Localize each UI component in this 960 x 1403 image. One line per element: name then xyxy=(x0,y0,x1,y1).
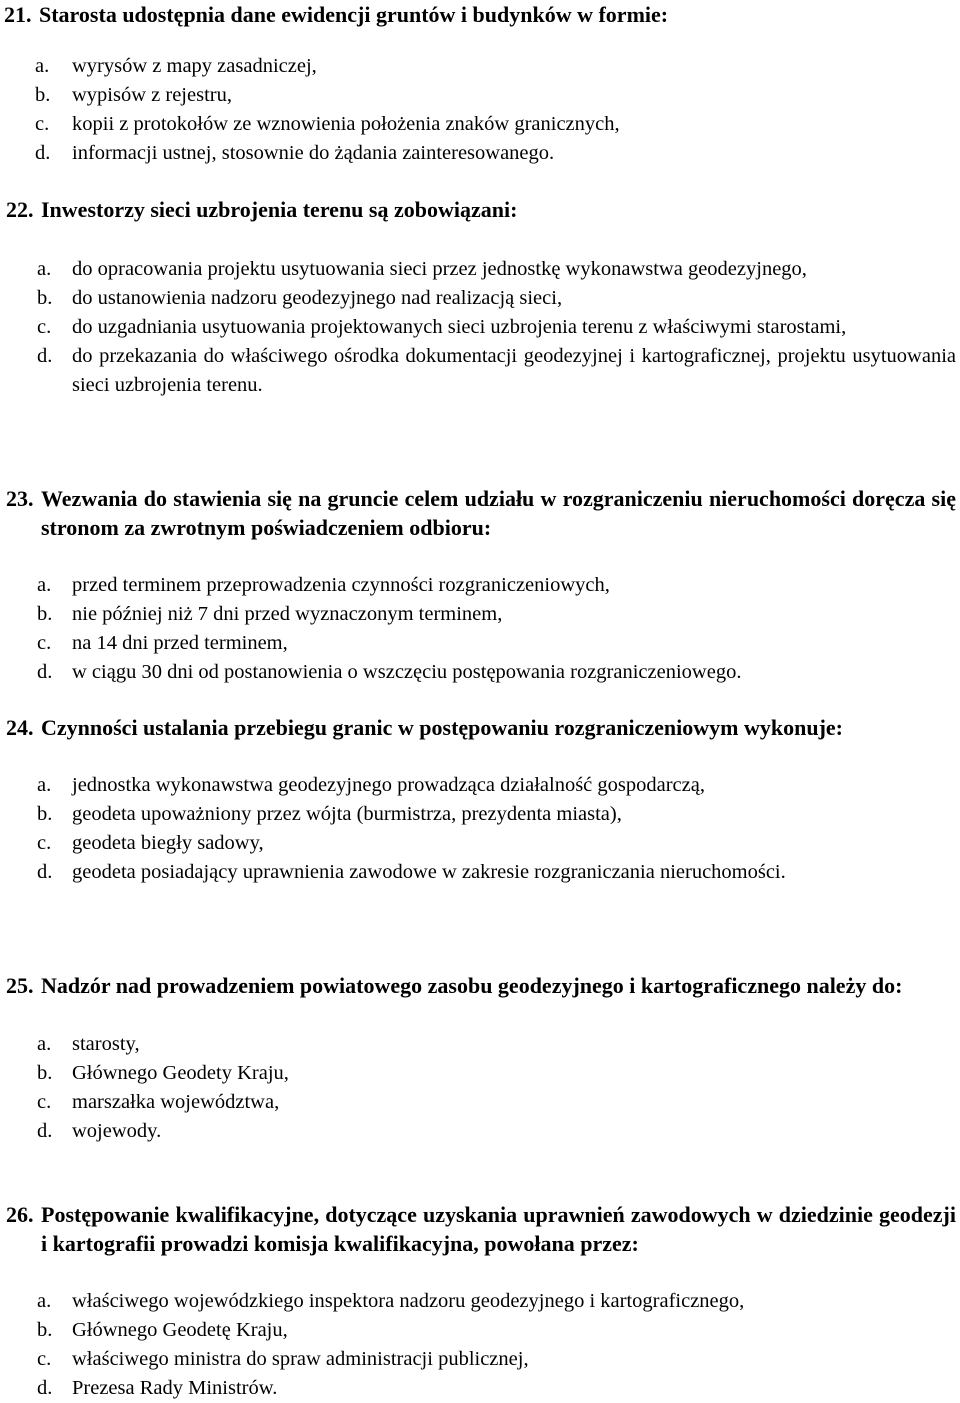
option-letter: b. xyxy=(37,603,53,625)
question-heading xyxy=(0,971,960,1000)
options-list xyxy=(0,255,960,400)
option-b xyxy=(0,800,960,829)
question-heading xyxy=(0,1200,960,1258)
question-text: Czynności ustalania przebiegu granic w postępowaniu rozgraniczeniowym wykonuje: xyxy=(41,715,843,740)
option-text: starosty, xyxy=(72,1033,140,1055)
question-heading xyxy=(0,195,960,224)
option-d xyxy=(0,658,960,687)
question-23 xyxy=(0,484,960,687)
option-text: geodeta upoważniony przez wójta (burmistrza, prezydenta miasta), xyxy=(72,803,622,825)
option-letter: d. xyxy=(37,345,53,367)
option-letter: b. xyxy=(35,84,51,106)
option-text: do opracowania projektu usytuowania sieci przez jednostkę wykonawstwa geodezyjnego, xyxy=(72,258,807,280)
option-letter: d. xyxy=(35,142,51,164)
option-a xyxy=(0,52,960,81)
option-text: wyrysów z mapy zasadniczej, xyxy=(72,55,317,77)
option-text: Głównego Geodetę Kraju, xyxy=(72,1319,288,1341)
option-text: wypisów z rejestru, xyxy=(72,84,232,106)
option-c xyxy=(0,1088,960,1117)
question-heading xyxy=(0,484,960,542)
options-list xyxy=(0,52,960,168)
option-b xyxy=(0,81,960,110)
option-text: na 14 dni przed terminem, xyxy=(72,632,288,654)
option-text: do ustanowienia nadzoru geodezyjnego nad realizacją sieci, xyxy=(72,287,563,309)
question-25 xyxy=(0,971,960,1146)
option-c xyxy=(0,313,960,342)
option-letter: b. xyxy=(37,1319,53,1341)
question-text: Nadzór nad prowadzeniem powiatowego zasobu geodezyjnego i kartograficznego należy do: xyxy=(41,973,903,998)
option-letter: a. xyxy=(35,55,50,77)
option-letter: a. xyxy=(37,1290,52,1312)
option-text: wojewody. xyxy=(72,1120,162,1142)
option-c xyxy=(0,110,960,139)
option-text: właściwego wojewódzkiego inspektora nadzoru geodezyjnego i kartograficznego, xyxy=(72,1290,745,1312)
option-text: marszałka województwa, xyxy=(72,1091,280,1113)
option-letter: c. xyxy=(37,1348,52,1370)
option-a xyxy=(0,571,960,600)
option-text: kopii z protokołów ze wznowienia położenia znaków granicznych, xyxy=(72,113,620,135)
option-text: Prezesa Rady Ministrów. xyxy=(72,1377,278,1399)
option-b xyxy=(0,600,960,629)
option-letter: d. xyxy=(37,1120,53,1142)
option-letter: b. xyxy=(37,1062,53,1084)
question-text: Starosta udostępnia dane ewidencji gruntów i budynków w formie: xyxy=(39,2,669,27)
option-letter: a. xyxy=(37,774,52,796)
options-list xyxy=(0,771,960,887)
option-letter: a. xyxy=(37,258,52,280)
options-list xyxy=(0,1287,960,1403)
option-a xyxy=(0,771,960,800)
option-c xyxy=(0,829,960,858)
option-text: jednostka wykonawstwa geodezyjnego prowadząca działalność gospodarczą, xyxy=(72,774,705,796)
option-letter: a. xyxy=(37,574,52,596)
option-c xyxy=(0,1345,960,1374)
question-heading xyxy=(0,713,960,742)
option-letter: c. xyxy=(37,832,52,854)
question-24 xyxy=(0,713,960,887)
question-number: 25. xyxy=(6,973,34,998)
option-letter: c. xyxy=(35,113,50,135)
option-letter: c. xyxy=(37,1091,52,1113)
option-letter: c. xyxy=(37,632,52,654)
question-text: Inwestorzy sieci uzbrojenia terenu są zobowiązani: xyxy=(41,197,518,222)
option-b xyxy=(0,1059,960,1088)
option-letter: d. xyxy=(37,861,53,883)
option-d xyxy=(0,342,960,400)
option-d xyxy=(0,858,960,887)
option-b xyxy=(0,284,960,313)
option-d xyxy=(0,1374,960,1403)
question-number: 24. xyxy=(6,715,34,740)
question-text: Wezwania do stawienia się na gruncie celem udziału w rozgraniczeniu nieruchomości doręcza się stronom za zwrotnym poświadczeniem odbioru: xyxy=(41,486,956,540)
question-number: 26. xyxy=(6,1202,34,1227)
question-number: 23. xyxy=(6,486,34,511)
option-text: informacji ustnej, stosownie do żądania zainteresowanego. xyxy=(72,142,555,164)
question-22 xyxy=(0,195,960,400)
options-list xyxy=(0,571,960,687)
option-a xyxy=(0,1287,960,1316)
question-text: Postępowanie kwalifikacyjne, dotyczące uzyskania uprawnień zawodowych w dziedzinie geodezji i kartografii prowadzi komisja kwalifikacyjna, powołana przez: xyxy=(41,1202,956,1256)
option-text: geodeta biegły sadowy, xyxy=(72,832,264,854)
option-letter: a. xyxy=(37,1033,52,1055)
option-b xyxy=(0,1316,960,1345)
option-text: do przekazania do właściwego ośrodka dokumentacji geodezyjnej i kartograficznej, projektu usytuowania sieci uzbrojenia terenu. xyxy=(72,345,956,396)
option-text: do uzgadniania usytuowania projektowanych sieci uzbrojenia terenu z właściwymi starostami, xyxy=(72,316,847,338)
option-letter: b. xyxy=(37,287,53,309)
option-letter: d. xyxy=(37,1377,53,1399)
question-number: 22. xyxy=(6,197,34,222)
option-d xyxy=(0,139,960,168)
option-text: właściwego ministra do spraw administracji publicznej, xyxy=(72,1348,529,1370)
question-number: 21. xyxy=(4,2,32,27)
question-heading xyxy=(0,0,960,30)
option-a xyxy=(0,255,960,284)
question-21 xyxy=(0,0,960,168)
option-text: Głównego Geodety Kraju, xyxy=(72,1062,289,1084)
option-a xyxy=(0,1030,960,1059)
option-text: przed terminem przeprowadzenia czynności rozgraniczeniowych, xyxy=(72,574,610,596)
option-text: nie później niż 7 dni przed wyznaczonym terminem, xyxy=(72,603,503,625)
question-26 xyxy=(0,1200,960,1403)
option-text: w ciągu 30 dni od postanowienia o wszczęciu postępowania rozgraniczeniowego. xyxy=(72,661,742,683)
option-letter: d. xyxy=(37,661,53,683)
option-letter: b. xyxy=(37,803,53,825)
option-c xyxy=(0,629,960,658)
option-d xyxy=(0,1117,960,1146)
option-text: geodeta posiadający uprawnienia zawodowe w zakresie rozgraniczania nieruchomości. xyxy=(72,861,786,883)
options-list xyxy=(0,1030,960,1146)
option-letter: c. xyxy=(37,316,52,338)
